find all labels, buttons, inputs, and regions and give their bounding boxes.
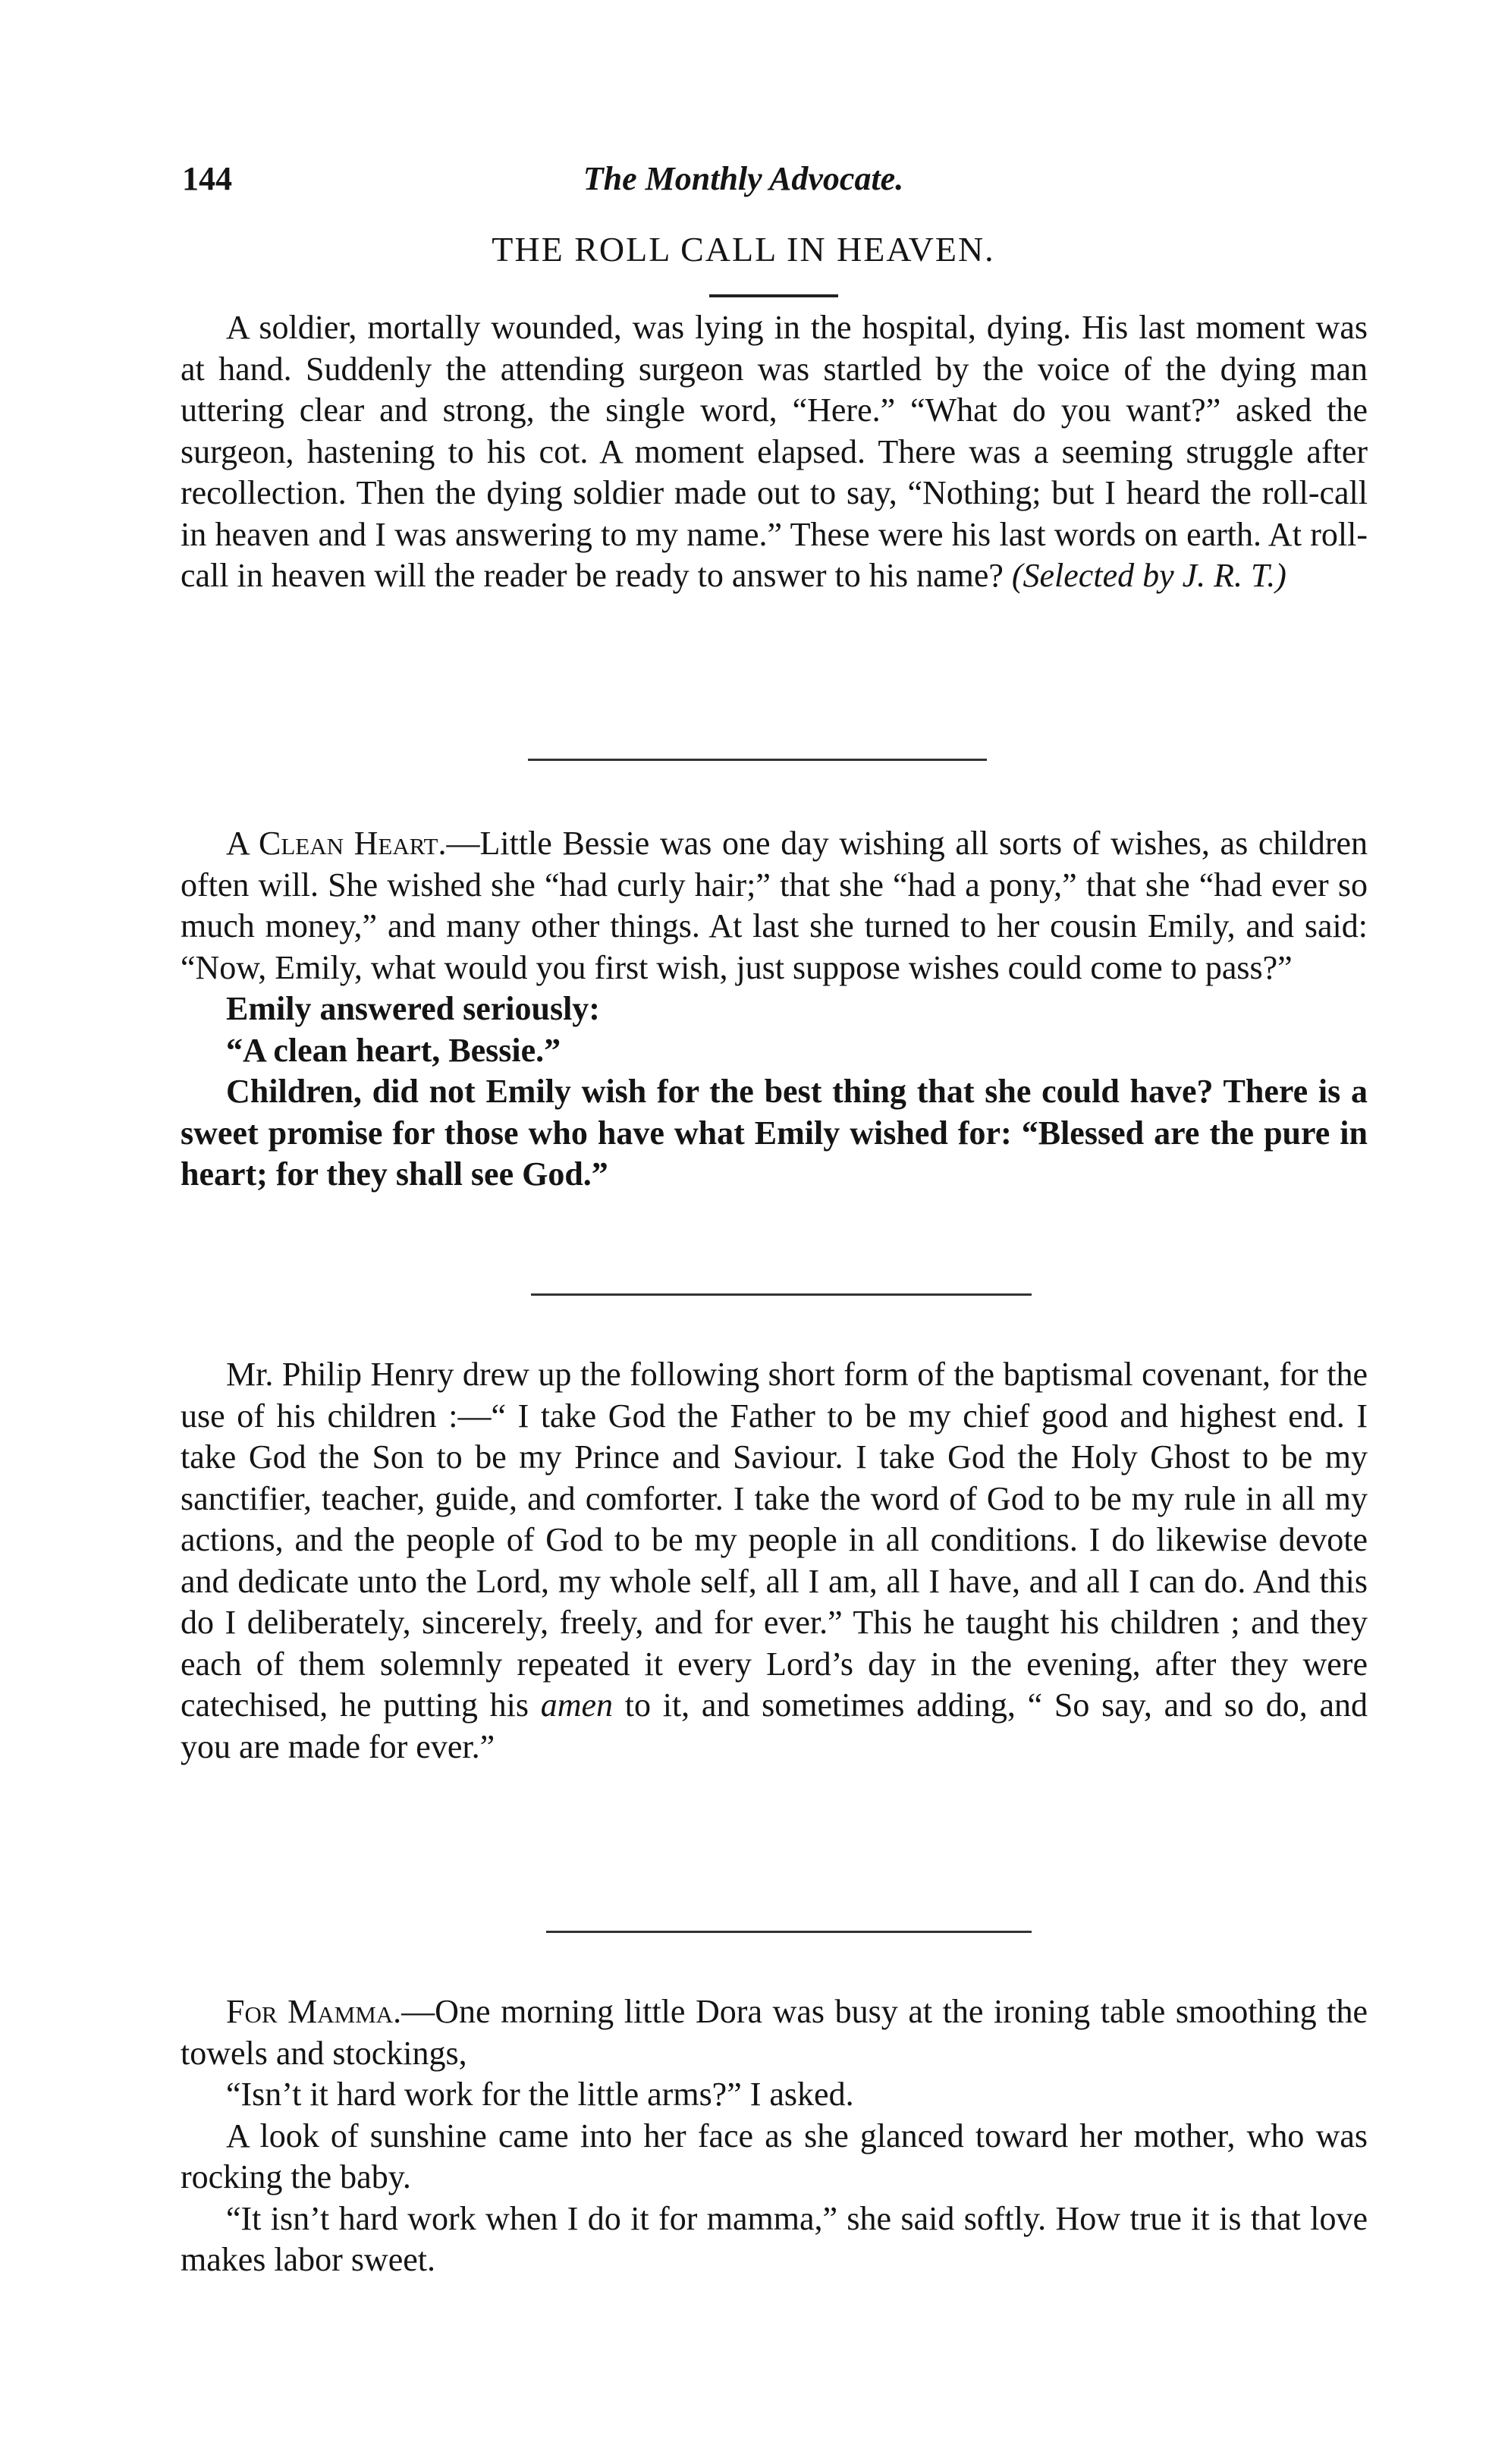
philip-henry-text-start: Mr. Philip Henry drew up the following short form of the baptismal covenant, for the use of his children :—“ I take God the Father to be my chief good and highest end. I take God the Son to be my Prince and Saviour. I take God the Holy Ghost to be my sanctifier, teacher, guide, and comforter. I take the word of God to be my rule in all my actions, and the people of God to be my people in all conditions. I do likewise devote and dedicate unto the Lord, my whole self, all I am, all I have, and all I can do. And this do I deliberately, sincerely, freely, and for ever.” This he taught his children ; and they each of them solemnly repeated it every Lord’s day in the evening, after they were catechised, he putting his bbox=[181, 1356, 1368, 1724]
clean-heart-text-1: —Little Bessie was one day wishing all sorts of wishes, as children often will. She wished she “had curly hair;” that she “had a pony,” that she “had ever so much money,” and many other things. At last she turned to her cousin Emily, and said: “Now, Emily, what would you first wish, just suppose wishes could come to pass?” bbox=[181, 825, 1368, 986]
section-divider bbox=[531, 1293, 1032, 1296]
for-mamma-paragraph-2: “Isn’t it hard work for the little arms?” I asked. bbox=[226, 2076, 854, 2113]
roll-call-attribution: (Selected by J. R. T.) bbox=[1011, 557, 1286, 594]
for-mamma-paragraph-4: “It isn’t hard work when I do it for mamma,” she said softly. How true it is that love makes labor sweet. bbox=[181, 2199, 1368, 2278]
clean-heart-paragraph-3: “A clean heart, Bessie.” bbox=[226, 1031, 561, 1069]
clean-heart-paragraph-2: Emily answered seriously: bbox=[226, 990, 600, 1027]
running-title: The Monthly Advocate. bbox=[583, 160, 904, 197]
page-header bbox=[182, 159, 1305, 205]
for-mamma-heading: For Mamma. bbox=[226, 1993, 402, 2030]
roll-call-body: A soldier, mortally wounded, was lying in the hospital, dying. His last moment was at hand. Suddenly the attending surgeon was startled by the voice of the dying man uttering clear and strong, the single word, “Here.” “What do you want?” asked the surgeon, hastening to his cot. A moment elapsed. There was a seeming struggle after recollection. Then the dying soldier made out to say, “Nothing; but I heard the roll-call in heaven and I was answering to my name.” These were his last words on earth. At roll-call in heaven will the reader be ready to answer to his name? bbox=[181, 309, 1368, 594]
philip-henry-paragraph bbox=[181, 1354, 1368, 1768]
for-mamma-paragraph-3: A look of sunshine came into her face as she glanced toward her mother, who was rocking the baby. bbox=[181, 2117, 1368, 2195]
article-title: THE ROLL CALL IN HEAVEN. bbox=[492, 230, 995, 269]
title-rule bbox=[709, 294, 838, 297]
philip-henry-text-end: to it, and sometimes adding, “ So say, and so do, and you are made for ever.” bbox=[181, 1686, 1368, 1765]
section-divider bbox=[546, 1931, 1032, 1933]
for-mamma-paragraph-1 bbox=[181, 1991, 1368, 2074]
clean-heart-heading: A Clean Heart. bbox=[226, 825, 447, 862]
for-mamma-text-1: —One morning little Dora was busy at the ironing table smoothing the towels and stockings, bbox=[181, 1993, 1368, 2072]
roll-call-article bbox=[181, 307, 1368, 597]
clean-heart-paragraph-4: Children, did not Emily wish for the best thing that she could have? There is a sweet promise for those who have what Emily wished for: “Blessed are the pure in heart; for they shall see God.” bbox=[181, 1073, 1368, 1193]
for-mamma-article bbox=[181, 1991, 1368, 2281]
clean-heart-paragraph-1 bbox=[181, 823, 1368, 988]
clean-heart-article bbox=[181, 823, 1368, 1196]
page-number: 144 bbox=[182, 160, 232, 197]
section-divider bbox=[528, 759, 987, 761]
roll-call-paragraph bbox=[181, 307, 1368, 597]
philip-henry-article bbox=[181, 1354, 1368, 1768]
philip-henry-amen: amen bbox=[540, 1686, 614, 1724]
